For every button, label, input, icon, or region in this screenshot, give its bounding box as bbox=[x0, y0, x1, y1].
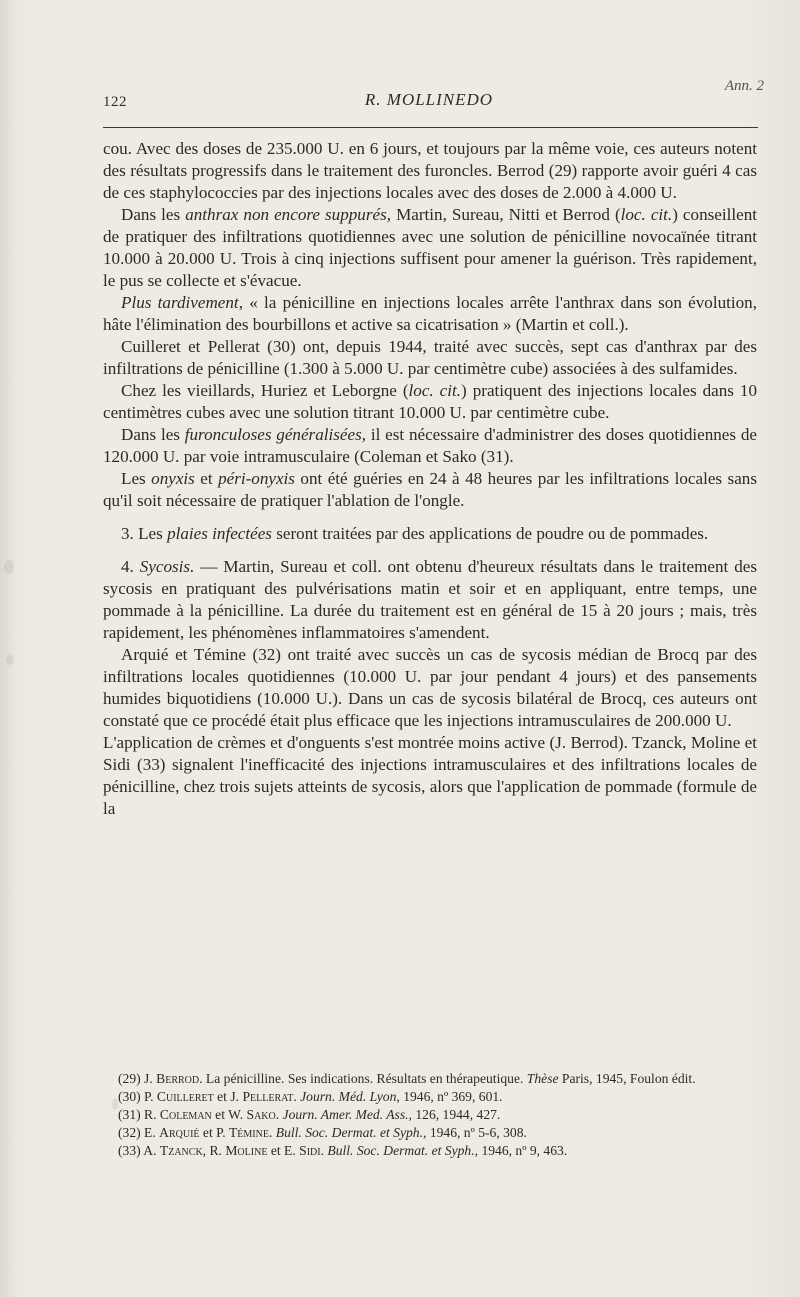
paragraph-tardivement bbox=[103, 292, 757, 336]
emphasis: Plus tardivement bbox=[121, 293, 239, 312]
emphasis: loc. cit. bbox=[408, 381, 462, 400]
text-run: , il est nécessaire d'administrer des doses quotidiennes de 120.000 U. par voie intramusculaire (Coleman et Sako (31). bbox=[103, 425, 757, 466]
author-name: Sako bbox=[246, 1107, 276, 1122]
footnotes bbox=[103, 1070, 757, 1160]
text-run: Dans les bbox=[121, 425, 185, 444]
text-run: 4. bbox=[121, 557, 140, 576]
emphasis: onyxis bbox=[151, 469, 195, 488]
text-run: . bbox=[275, 1107, 283, 1122]
text-run: — Martin, Sureau et coll. ont obtenu d'heureux résultats dans le traitement des sycosis en pratiquant des pulvérisations matin et soir et en appliquant, entre temps, une pommade à la pénicilline. La durée du traitement est en général de 15 à 20 jours ; mais, très rapidement, les phénomènes inflammatoires s'amendent. bbox=[103, 557, 757, 642]
text-run: et E. bbox=[267, 1143, 300, 1158]
page-annotation: Ann. 2 bbox=[724, 78, 764, 94]
section-heading: Sycosis. bbox=[139, 557, 195, 576]
text-run: ont été guéries en 24 à 48 heures par les infiltrations locales sans qu'il soit nécessaire de pratiquer l'ablation de l'ongle. bbox=[103, 469, 757, 510]
text-run: , R. bbox=[202, 1143, 226, 1158]
journal-title: Bull. Soc. Dermat. et Syph. bbox=[275, 1125, 424, 1140]
text-run: , 1946, nº 5-6, 308. bbox=[423, 1125, 527, 1140]
paragraph-plaies bbox=[103, 523, 757, 545]
footnote-31 bbox=[103, 1106, 757, 1124]
text-run: ) pratiquent des injections locales dans 10 centimètres cubes avec une solution titrant 10.000 U. par centimètre cube. bbox=[103, 381, 757, 422]
text-run: . bbox=[320, 1143, 328, 1158]
author-name: Arquié bbox=[159, 1125, 200, 1140]
paragraph-text: L'application de crèmes et d'onguents s'est montrée moins active (J. Berrod). Tzanck, Moline et Sidi (33) signalent l'inefficacité des injections intramusculaires et des infiltrations locales de pénicilline, chez trois sujets atteints de sycosis, alors que l'application de pommade (formule de la bbox=[103, 733, 757, 818]
emphasis: Thèse bbox=[526, 1071, 559, 1086]
journal-title: Journ. Amer. Med. Ass. bbox=[282, 1107, 409, 1122]
author-name: Pellerat bbox=[242, 1089, 294, 1104]
text-run: . bbox=[293, 1089, 301, 1104]
body-text bbox=[103, 138, 757, 820]
footnote-30 bbox=[103, 1088, 757, 1106]
text-run: (32) E. bbox=[118, 1125, 160, 1140]
text-run: et P. bbox=[199, 1125, 229, 1140]
paragraph-sycosis bbox=[103, 556, 757, 644]
journal-title: Journ. Méd. Lyon bbox=[300, 1089, 397, 1104]
text-run: seront traitées par des applications de poudre ou de pommades. bbox=[271, 524, 709, 543]
paper-speck bbox=[112, 1098, 118, 1110]
emphasis: plaies infectées bbox=[167, 524, 272, 543]
running-header bbox=[103, 88, 755, 118]
text-run: Dans les bbox=[121, 205, 186, 224]
author-name: Berrod bbox=[156, 1071, 200, 1086]
journal-title: Bull. Soc. Dermat. et Syph. bbox=[327, 1143, 475, 1158]
paragraph-furonculoses bbox=[103, 424, 757, 468]
text-run: et bbox=[194, 469, 219, 488]
text-run: , 1946, nº 369, 601. bbox=[396, 1089, 503, 1104]
running-author: R. MOLLINEDO bbox=[364, 90, 494, 109]
author-name: Tzanck bbox=[159, 1143, 203, 1158]
text-run: (30) P. bbox=[118, 1089, 157, 1104]
text-run: . La pénicilline. Ses indications. Résultats en thérapeutique. bbox=[199, 1071, 527, 1086]
paragraph-onyxis bbox=[103, 468, 757, 512]
emphasis: loc. cit. bbox=[620, 205, 673, 224]
header-rule bbox=[103, 127, 758, 128]
text-run: ) conseillent de pratiquer des infiltrations quotidiennes avec une solution de pénicilline novocaïnée titrant 10.000 à 20.000 U. Trois à cinq injections suffisent pour amener la guérison. Très rapidement, le pus se collecte et s'évacue. bbox=[103, 205, 757, 290]
paragraph-arquie bbox=[103, 644, 757, 732]
text-run: et J. bbox=[213, 1089, 243, 1104]
paragraph-cuilleret bbox=[103, 336, 757, 380]
footnote-33 bbox=[103, 1142, 757, 1160]
paragraph-application bbox=[103, 732, 757, 820]
text-run: (29) J. bbox=[118, 1071, 157, 1086]
footnote-29 bbox=[103, 1070, 757, 1088]
paragraph-text: Arquié et Témine (32) ont traité avec succès un cas de sycosis médian de Brocq par des infiltrations locales quotidiennes (10.000 U. par jour pendant 4 jours) et des pansements humides biquotidiens (10.000 U.). Dans un cas de sycosis bilatéral de Brocq, ces auteurs ont constaté que ce procédé était plus efficace que les injections intramusculaires de 200.000 U. bbox=[103, 645, 757, 730]
text-run: , « la pénicilline en injections locales arrête l'anthrax dans son évolution, hâte l'élimination des bourbillons et active sa cicatrisation » (Martin et coll.). bbox=[103, 293, 757, 334]
paragraph-furoncles bbox=[103, 138, 757, 204]
paragraph-anthrax bbox=[103, 204, 757, 292]
text-run: (31) R. bbox=[118, 1107, 160, 1122]
page-number: 122 bbox=[103, 94, 127, 110]
emphasis: péri-onyxis bbox=[218, 469, 295, 488]
author-name: Coleman bbox=[159, 1107, 212, 1122]
text-run: , 1946, nº 9, 463. bbox=[474, 1143, 568, 1158]
paragraph-vieillards bbox=[103, 380, 757, 424]
paper-speck bbox=[6, 655, 14, 665]
text-run: , Martin, Sureau, Nitti et Berrod ( bbox=[386, 205, 621, 224]
text-run: , 126, 1944, 427. bbox=[408, 1107, 501, 1122]
paragraph-text: cou. Avec des doses de 235.000 U. en 6 jours, et toujours par la même voie, ces auteurs notent des résultats progressifs dans le traitement des furoncles. Berrod (29) rapporte avoir guéri 4 cas de ces staphylococcies par des injections locales avec des doses de 2.000 à 4.000 U. bbox=[103, 139, 757, 202]
text-run: . bbox=[268, 1125, 276, 1140]
paragraph-text: Cuilleret et Pellerat (30) ont, depuis 1944, traité avec succès, sept cas d'anthrax par des infiltrations de pénicilline (1.300 à 5.000 U. par centimètre cube) associées à des sulfamides. bbox=[103, 337, 757, 378]
paper-speck bbox=[4, 560, 14, 574]
author-name: Témine bbox=[229, 1125, 269, 1140]
author-name: Moline bbox=[225, 1143, 268, 1158]
author-name: Cuilleret bbox=[156, 1089, 214, 1104]
emphasis: anthrax non encore suppurés bbox=[185, 205, 387, 224]
author-name: Sidi bbox=[299, 1143, 321, 1158]
emphasis: furonculoses généralisées bbox=[184, 425, 362, 444]
text-run: Paris, 1945, Foulon édit. bbox=[558, 1071, 696, 1086]
text-run: (33) A. bbox=[118, 1143, 160, 1158]
text-run: Chez les vieillards, Huriez et Leborgne ( bbox=[121, 381, 409, 400]
text-run: 3. Les bbox=[121, 524, 168, 543]
footnote-32 bbox=[103, 1124, 757, 1142]
text-run: et W. bbox=[211, 1107, 247, 1122]
text-run: Les bbox=[121, 469, 152, 488]
